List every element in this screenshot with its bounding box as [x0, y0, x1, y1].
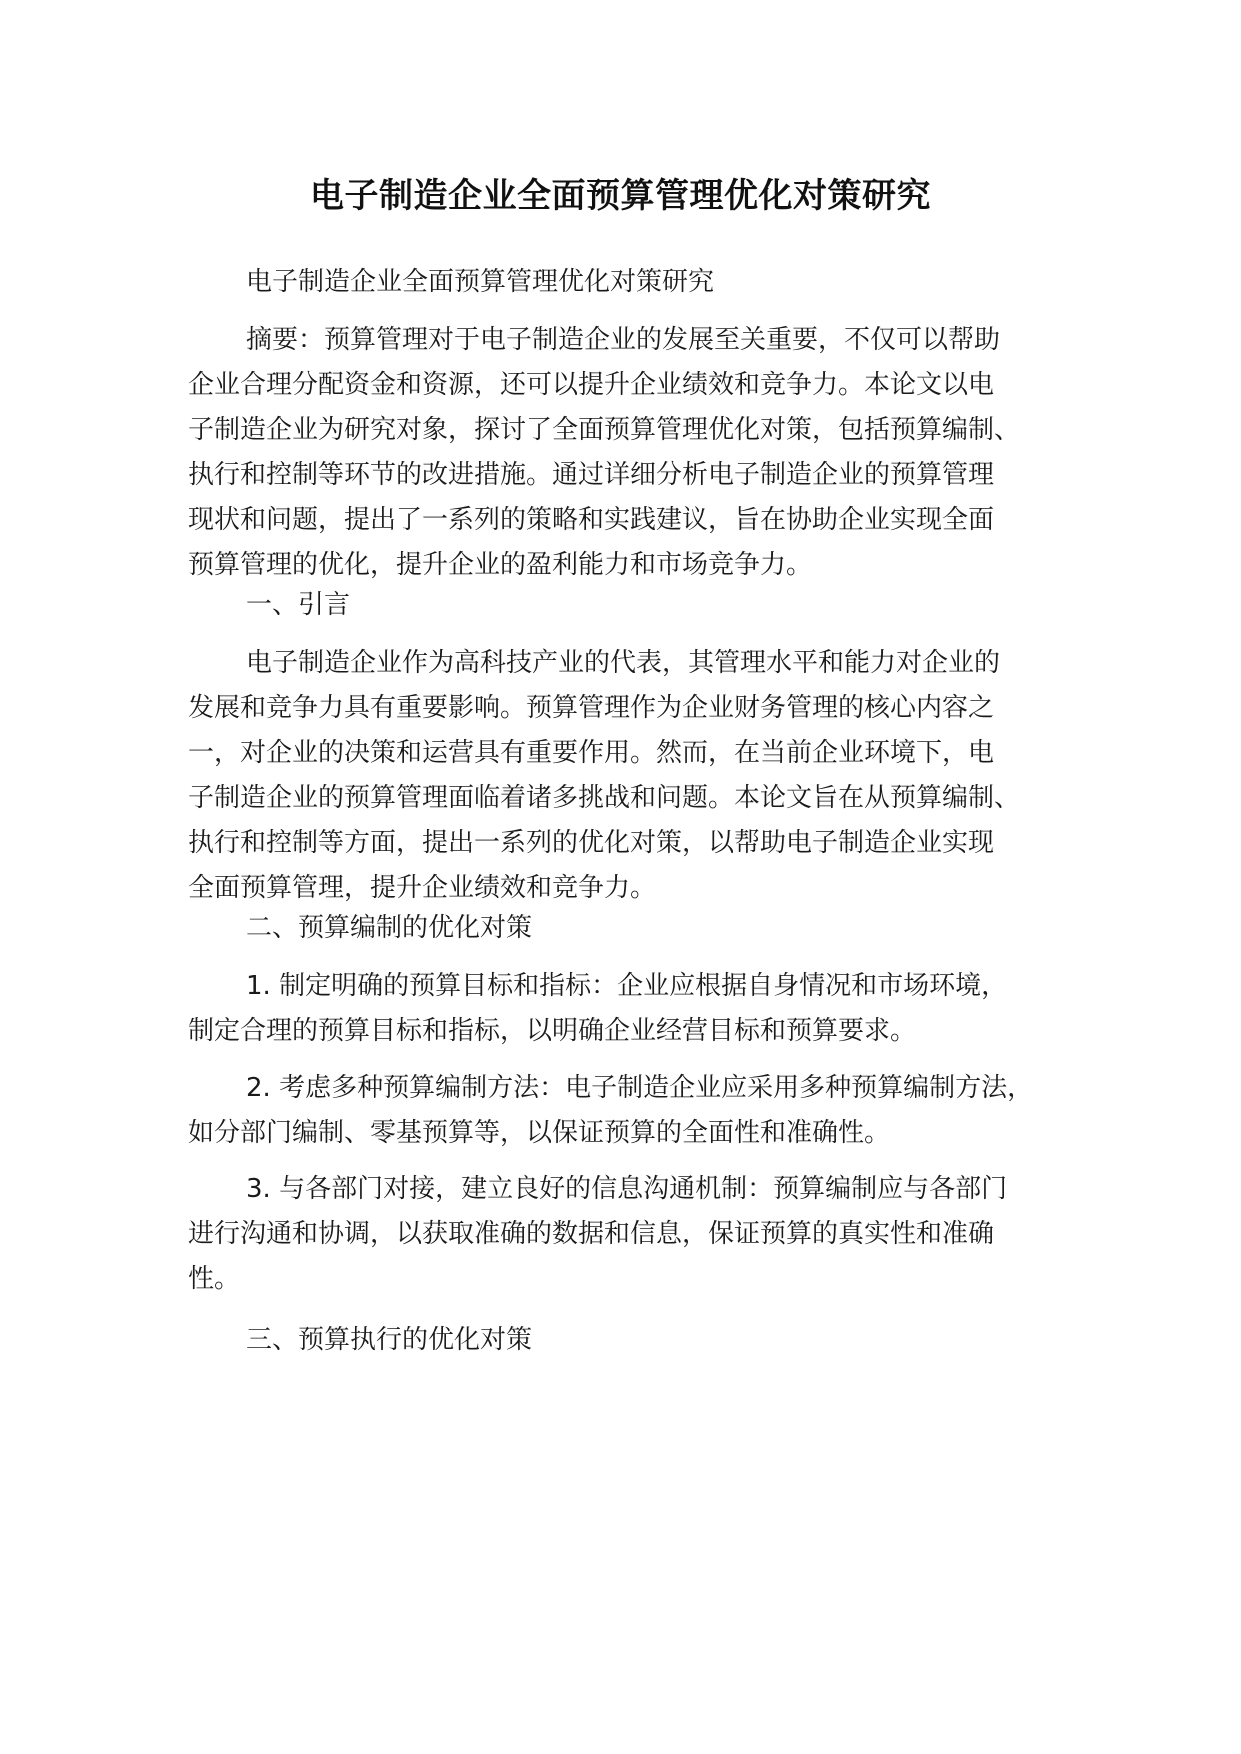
paragraph-line: 电子制造企业全面预算管理优化对策研究 [246, 267, 715, 297]
paragraph-line: 如分部门编制、零基预算等，以保证预算的全面性和准确性。 [188, 1118, 891, 1148]
section-heading-introduction [188, 583, 1088, 628]
paragraph-line: 进行沟通和协调，以获取准确的数据和信息，保证预算的真实性和准确 [188, 1219, 995, 1249]
paragraph-line: 执行和控制等环节的改进措施。通过详细分析电子制造企业的预算管理 [188, 460, 995, 490]
paragraph-line: 执行和控制等方面，提出一系列的优化对策，以帮助电子制造企业实现 [188, 828, 995, 858]
section-heading-budget-preparation [188, 906, 1088, 951]
subtitle-paragraph [188, 260, 1088, 305]
document-title: 电子制造企业全面预算管理优化对策研究 [310, 176, 931, 216]
paragraph-line: 子制造企业的预算管理面临着诸多挑战和问题。本论文旨在从预算编制、 [188, 783, 1021, 813]
paragraph-line: 一，对企业的决策和运营具有重要作用。然而，在当前企业环境下，电 [188, 738, 995, 768]
section-heading: 一、引言 [246, 590, 351, 620]
section-heading: 三、预算执行的优化对策 [246, 1325, 533, 1355]
paragraph-line: 1. 制定明确的预算目标和指标：企业应根据自身情况和市场环境， [246, 971, 1008, 1001]
section-heading-budget-execution [188, 1318, 1088, 1363]
paragraph-line: 性。 [188, 1264, 241, 1294]
paragraph-line: 现状和问题，提出了一系列的策略和实践建议，旨在协助企业实现全面 [188, 505, 995, 535]
paragraph-line: 摘要：预算管理对于电子制造企业的发展至关重要，不仅可以帮助 [246, 325, 1001, 355]
paragraph-line: 制定合理的预算目标和指标，以明确企业经营目标和预算要求。 [188, 1016, 917, 1046]
paragraph-line: 电子制造企业作为高科技产业的代表，其管理水平和能力对企业的 [246, 648, 1001, 678]
paragraph-line: 2. 考虑多种预算编制方法：电子制造企业应采用多种预算编制方法， [246, 1073, 1034, 1103]
paragraph-line: 企业合理分配资金和资源，还可以提升企业绩效和竞争力。本论文以电 [188, 370, 995, 400]
section-heading: 二、预算编制的优化对策 [246, 913, 533, 943]
list-item-1 [188, 964, 1088, 1054]
abstract-paragraph [188, 318, 1088, 588]
list-item-3 [188, 1167, 1088, 1302]
paragraph-line: 全面预算管理，提升企业绩效和竞争力。 [188, 873, 657, 903]
list-item-2 [188, 1066, 1088, 1156]
paragraph-line: 子制造企业为研究对象，探讨了全面预算管理优化对策，包括预算编制、 [188, 415, 1021, 445]
paragraph-line: 预算管理的优化，提升企业的盈利能力和市场竞争力。 [188, 550, 813, 580]
introduction-paragraph [188, 641, 1088, 911]
paragraph-line: 3. 与各部门对接，建立良好的信息沟通机制：预算编制应与各部门 [246, 1174, 1008, 1204]
paragraph-line: 发展和竞争力具有重要影响。预算管理作为企业财务管理的核心内容之 [188, 693, 995, 723]
